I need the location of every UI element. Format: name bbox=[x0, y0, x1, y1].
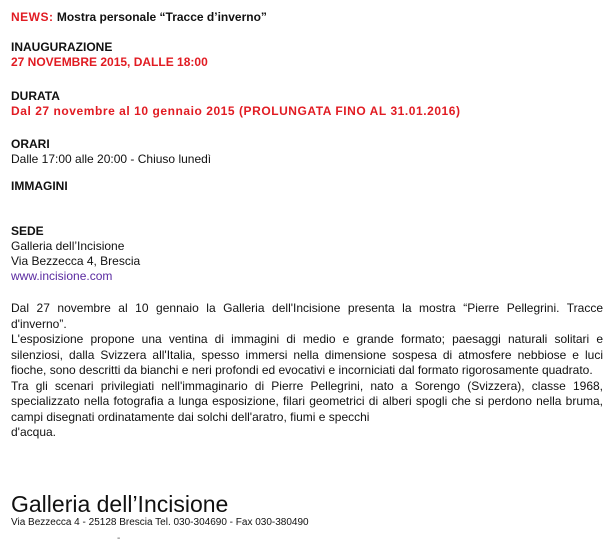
orari-value: Dalle 17:00 alle 20:00 - Chiuso lunedì bbox=[11, 152, 212, 166]
sede-address: Via Bezzecca 4, Brescia bbox=[11, 254, 141, 268]
description bbox=[11, 301, 603, 441]
news-title: Mostra personale “Tracce d’inverno” bbox=[56, 10, 267, 24]
description-paragraph-3-end: d'acqua. bbox=[11, 425, 56, 439]
durata-value: Dal 27 novembre al 10 gennaio 2015 (PROLUNGATA FINO AL 31.01.2016) bbox=[11, 104, 461, 118]
description-paragraph-1: Dal 27 novembre al 10 gennaio la Galleria dell'Incisione presenta la mostra “Pierre Pellegrini. Tracce d'inverno”. bbox=[11, 301, 603, 331]
sede-name: Galleria dell’Incisione bbox=[11, 239, 125, 253]
news-tag: NEWS: bbox=[11, 10, 54, 24]
website-link[interactable]: www.incisione.com bbox=[11, 269, 113, 283]
inaugurazione-label: INAUGURAZIONE bbox=[11, 40, 113, 54]
immagini-label: IMMAGINI bbox=[11, 179, 68, 193]
footer-address: Via Bezzecca 4 - 25128 Brescia Tel. 030-304690 - Fax 030-380490 bbox=[11, 517, 309, 528]
press-release bbox=[11, 9, 603, 441]
orari-label: ORARI bbox=[11, 137, 50, 151]
footer-gallery-name: Galleria dell’Incisione bbox=[11, 491, 229, 517]
footer-dash: - bbox=[117, 533, 121, 544]
description-paragraph-3: Tra gli scenari privilegiati nell'immaginario di Pierre Pellegrini, nato a Sorengo (Svizzera), classe 1968, specializzato nella fotografia a lunga esposizione, filari geometrici di alberi spogli che si perdono nella bruma, campi disegnati ordinatamente dai solchi dell'aratro, fiumi e specchi bbox=[11, 378, 603, 424]
sede-label: SEDE bbox=[11, 224, 44, 238]
durata-label: DURATA bbox=[11, 89, 60, 103]
inaugurazione-value: 27 NOVEMBRE 2015, DALLE 18:00 bbox=[11, 55, 208, 69]
news-heading bbox=[11, 9, 603, 25]
description-paragraph-2: L'esposizione propone una ventina di immagini di medio e grande formato; paesaggi naturali solitari e silenziosi, dalla Svizzera all'Italia, spesso immersi nella dimensione sospesa di atmosfere nebbiose e luci fioche, sono descritti da bianchi e neri profondi ed evocativi e incorniciati dal formato rigorosamente quadrato. bbox=[11, 332, 603, 377]
